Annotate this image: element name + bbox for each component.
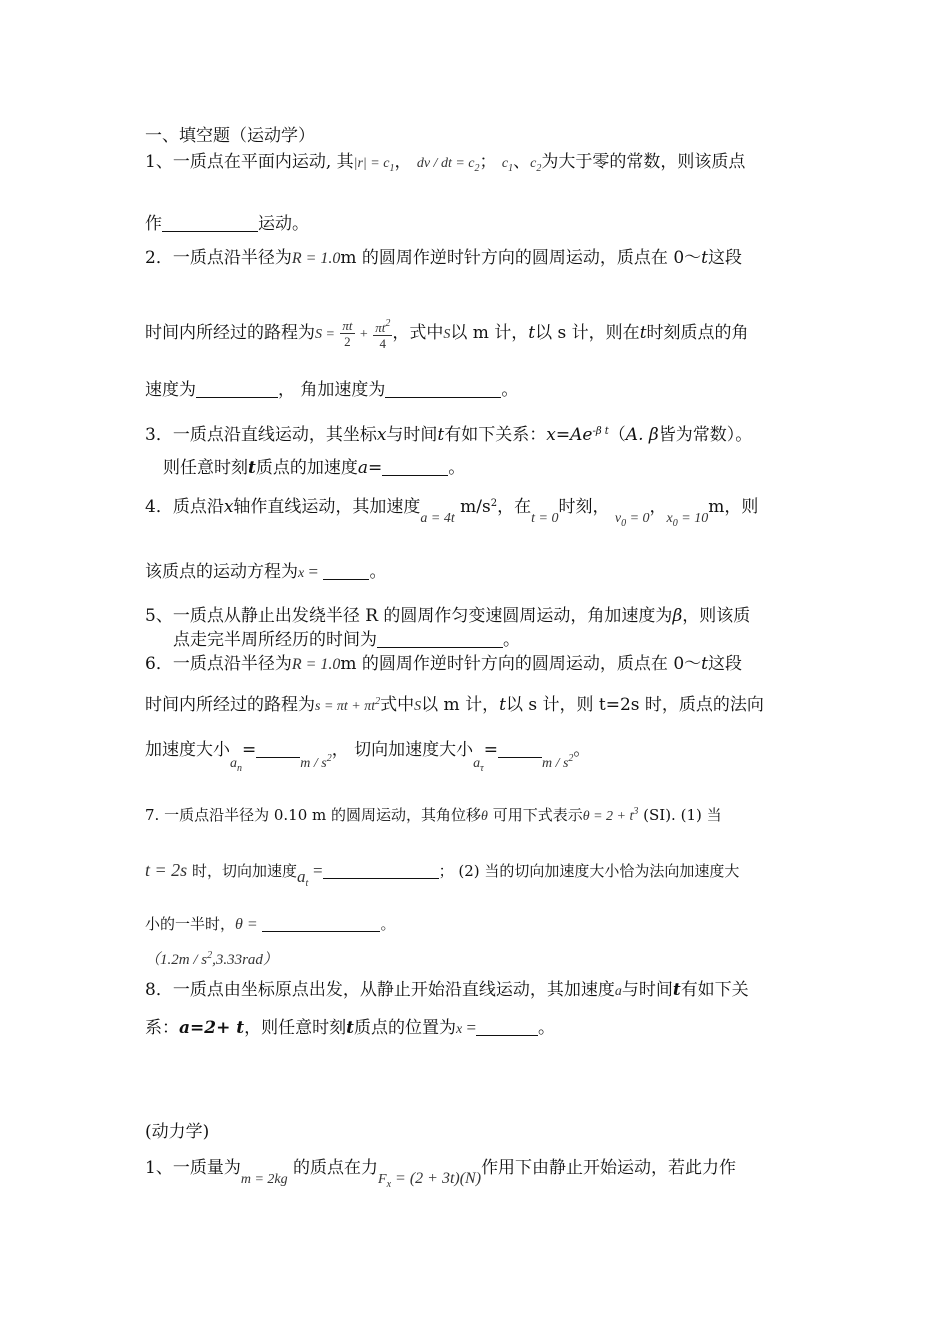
q5-l2-pre: 点走完半周所经历的时间为 [173,630,377,650]
q6-l2-pre: 时间内所经过的路程为 [145,695,315,715]
q7-eq: = [313,861,323,880]
question-7-line-2 [145,858,739,896]
q6-at-sym: a [473,756,481,771]
q3-mid2: 有如下关系： [444,425,547,445]
question-7-answer [145,944,278,972]
q3-l2-mid: 质点的加速度 [255,458,358,478]
q3-t2: t [248,458,256,478]
q6-mid: m 的圆周作逆时针方向的圆周运动，质点在 0～ [340,654,702,674]
q3-l2-post: 。 [448,458,466,478]
q4-x: x [223,497,234,517]
q8-t: t [672,980,681,1000]
q6-unit2-text: m / s [541,756,569,771]
question-1-line-2 [145,212,309,236]
q3-exp: -β t [592,426,609,437]
q6-t3: t [499,695,506,715]
q7-t-eq: t = 2s [145,860,188,880]
d1-force [378,1170,482,1190]
q3-paren: （ [608,425,626,445]
q7-at [296,867,309,889]
q4-t0: t = 0 [531,511,559,526]
q2-t3: t [528,323,536,343]
d1-force-sym: F [378,1172,387,1187]
q8-a: a [614,984,622,999]
q3-pre: 3．一质点沿直线运动，其坐标 [145,425,377,445]
q7-l3-post: 。 [380,915,396,933]
q5-l1: 5、一质点从静止出发绕半径 R 的圆周作匀变速圆周运动，角加速度为 [145,606,673,626]
q7-l2-mid1: 时，切向加速度 [191,862,297,880]
q6-tangent-accel-blank[interactable] [498,739,542,758]
d1-mid: 的质点在力 [293,1158,379,1178]
q6-post: 这段 [708,654,742,674]
q5-time-blank[interactable] [377,629,503,648]
q8-l2-pre: 系： [145,1018,179,1038]
q5-beta: β [672,606,683,626]
q2-pre: 2．一质点沿半径为 [145,248,292,268]
q6-unit-text: m / s [300,756,327,771]
q6-unit2 [541,753,574,771]
q8-l2-mid2: 质点的位置为 [353,1018,456,1038]
question-4-line-2 [145,560,386,586]
q2-l2-post: 时刻质点的角 [646,323,749,343]
q1-formula-dv-sub: 2 [474,163,480,174]
q2-l2-pre: 时间内所经过的路程为 [145,323,315,343]
q2-s2: S [443,327,451,342]
q7-l1-post: (SI). (1) 当 [643,806,722,824]
q8-position-blank[interactable] [476,1017,538,1036]
question-2-line-1 [145,246,742,271]
q2-fraction-1 [340,318,354,349]
q2-l2-mid1: ，式中 [392,323,444,343]
q5-l1-post: ，则该质 [682,606,751,626]
q4-v0-sub: 0 [621,518,627,529]
d1-post: 作用下由静止开始运动，若此力作 [481,1158,737,1178]
q6-at [473,756,484,774]
q3-l2-pre: 则任意时刻 [163,458,248,478]
q3-t: t [437,425,445,445]
q4-x0-sym: x [666,511,673,526]
q4-l2-post: 。 [369,562,387,582]
q6-l3-post: 。 [573,740,591,760]
question-4-line-1 [145,492,758,536]
q7-l2-post: ； (2) 当的切向加速度大小恰为法向加速度大 [438,862,740,880]
q3-eq: = [368,458,383,478]
q2-t-in: t [348,318,353,333]
section-heading-dynamics: (动力学) [145,1122,210,1142]
q7-angle-blank[interactable] [262,913,380,932]
q6-unit-sup: 2 [326,753,332,764]
q3-mid1: 与时间 [386,425,438,445]
q6-eq: = [242,740,257,760]
q6-at-sub: τ [480,763,484,774]
question-6-line-3 [145,738,590,781]
question-5-line-1 [145,604,750,628]
q4-v0-val: = 0 [626,511,650,526]
q7-answer-post: ,3.33rad） [212,952,278,968]
q6-path-expr: s = πt + πt [315,699,376,714]
q4-v0-sym: v [614,511,622,526]
q6-eq2: = [483,740,498,760]
q3-acceleration-blank[interactable] [382,457,448,476]
q6-sq: 2 [375,696,381,707]
q6-pre: 6．一质点沿半径为 [145,654,292,674]
question-3-line-2 [163,456,465,480]
question-6-line-1 [145,652,742,677]
q2-l2-mid2: 以 m 计， [450,323,529,343]
d1-mass: m = 2kg [240,1172,288,1187]
q7-l3-pre: 小的一半时， [145,915,236,933]
q8-t2: t [346,1018,354,1038]
q6-l3-mid: ， 切向加速度大小 [331,740,474,760]
q6-l3-pre: 加速度大小 [145,740,230,760]
q2-sq: 2 [385,318,391,329]
d1-pre: 1、一质量为 [145,1158,241,1178]
q4-mid3: 时刻， [558,497,610,517]
dynamics-question-1 [145,1156,736,1197]
question-1-line-1: 1、一质点在平面内运动, 其$|r| = c_1$， dv / dt = $c_2$； $c_1$、$c_2$为大于零的常数，则该质点 [145,152,746,174]
q2-frac2-num [373,316,392,336]
q2-plus: + [359,327,368,342]
q6-normal-accel-blank[interactable] [256,739,300,758]
q5-l2-post: 。 [503,630,520,650]
q8-x: x [455,1022,463,1037]
q7-l1-pre: 7. 一质点沿半径为 0.10 m 的圆周运动，其角位移 [145,806,482,824]
q4-l2-pre: 该质点的运动方程为 [145,562,298,582]
q8-expr: a=2+ t [179,1018,245,1038]
q1-line2-pre: 作 [145,214,162,234]
q7-at-sub: t [305,878,309,889]
q8-eq: = [462,1018,477,1037]
d1-force-sub: x [386,1179,392,1190]
q2-frac1-num [340,318,354,334]
q6-l2-mid2: 以 m 计， [421,695,500,715]
q3-x: x [376,425,387,445]
d1-force-expr: = (2 + 3t)(N) [391,1170,482,1187]
q2-frac1-den: 2 [344,334,351,349]
q4-pre: 4．质点沿 [145,497,224,517]
q2-pi2: π [375,320,382,335]
q2-post: 这段 [708,248,742,268]
q6-an [230,756,242,774]
q4-x0-sub: 0 [672,518,678,529]
q1-c2-text: c [530,156,537,171]
q1-answer-blank[interactable] [162,213,258,232]
q3-a: a [357,458,368,478]
question-2-line-2 [145,316,749,351]
q8-pre: 8．一质点由坐标原点出发，从静止开始沿直线运动，其加速度 [145,980,615,1000]
q1-formula-r [353,156,395,174]
q8-l2-post: 。 [538,1018,556,1038]
q4-eq: = [304,562,319,581]
question-8-line-2 [145,1016,555,1042]
q2-l3-pre: 速度为 [145,380,196,400]
q4-unit: m/s [460,497,491,517]
q4-accel-expr: a = 4t [420,511,455,526]
q4-comma: ， [649,497,667,517]
q4-mid1: 轴作直线运动，其加速度 [233,497,421,517]
q1-formula-r-sub: 1 [389,163,395,174]
q7-at-sym: a [296,867,306,886]
q8-l2-mid1: ，则任意时刻 [244,1018,347,1038]
question-7-line-3 [145,912,395,937]
q6-unit [300,753,332,771]
question-5-line-2 [173,628,520,652]
q2-angular-acceleration-blank[interactable] [385,379,501,398]
q1-formula-r-text: |r| = c [353,156,390,171]
question-2-line-3 [145,378,518,402]
q3-consts: A. β [625,425,659,445]
q7-theta: θ [481,809,488,824]
q7-expr: θ = 2 + t [582,809,634,824]
q1-c1-text: c [501,156,509,171]
q1-text: 1、一质点在平面内运动, 其 [145,152,354,172]
q3-expr: x=Ae [546,425,593,445]
q7-theta2: θ = [235,916,258,933]
q2-angular-velocity-blank[interactable] [196,379,278,398]
q7-answer-pre: （1.2m / s [145,952,208,968]
question-3-line-1 [145,420,752,447]
q8-post: 有如下关 [680,980,749,1000]
q2-t: t [701,248,708,268]
q4-x0 [666,511,709,529]
q2-l2-mid3: 以 s 计，则在 [535,323,640,343]
q6-an-sub: n [237,763,242,774]
q1-c2-sub: 2 [536,163,542,174]
q1-formula-dv [416,156,480,174]
q3-end: 皆为常数）。 [658,425,753,445]
q6-radius: R = 1.0 [291,656,341,673]
q4-equation-blank[interactable] [323,561,369,580]
q4-x2: x [298,566,305,581]
q2-pi: π [342,318,349,333]
q1-text-post: 为大于零的常数，则该质点 [541,152,746,172]
q6-an-sym: a [230,756,237,771]
q7-l1-mid: 可用下式表示 [492,806,583,824]
q6-s2: S [414,699,422,714]
q2-l3-post: 。 [501,380,519,400]
q2-t2: t [381,320,386,335]
q6-l2-mid1: 式中 [380,695,415,715]
q4-x0-val: = 10 [677,511,709,526]
q7-answer-text [145,952,278,968]
q2-path-symbol: S = [315,327,335,342]
q1-line2-post: 运动。 [258,214,309,234]
q4-unit-sup: 2 [490,498,498,509]
q4-mid2: ，在 [497,497,532,517]
section-heading-kinematics: 一、填空题（运动学） [145,126,315,146]
question-7-line-1 [145,800,722,829]
q1-c1 [501,156,514,174]
q1-formula-dv-text: dv / dt = c [416,156,475,171]
q7-tangent-accel-blank[interactable] [323,860,439,879]
q8-mid1: 与时间 [621,980,673,1000]
q1-c2 [530,156,542,174]
q2-frac2-den: 4 [379,336,387,351]
q1-sep: 、 [513,152,531,172]
q7-cube: 3 [633,806,639,817]
q4-post: m，则 [708,497,759,517]
q4-v0 [614,511,650,529]
q1-c1-sub: 1 [508,163,514,174]
q7-answer-sup: 2 [207,950,213,961]
q2-radius: R = 1.0 [291,250,341,267]
q6-l2-post: 以 s 计，则 t=2s 时，质点的法向 [505,695,764,715]
q6-unit2-sup: 2 [568,753,574,764]
question-6-line-2 [145,690,764,719]
q6-t: t [701,654,708,674]
question-8-line-1 [145,978,749,1004]
q2-l3-mid: ， 角加速度为 [278,380,386,400]
q2-mid: m 的圆周作逆时针方向的圆周运动，质点在 0～ [340,248,702,268]
q2-t4: t [639,323,647,343]
q2-fraction-2 [373,316,392,351]
